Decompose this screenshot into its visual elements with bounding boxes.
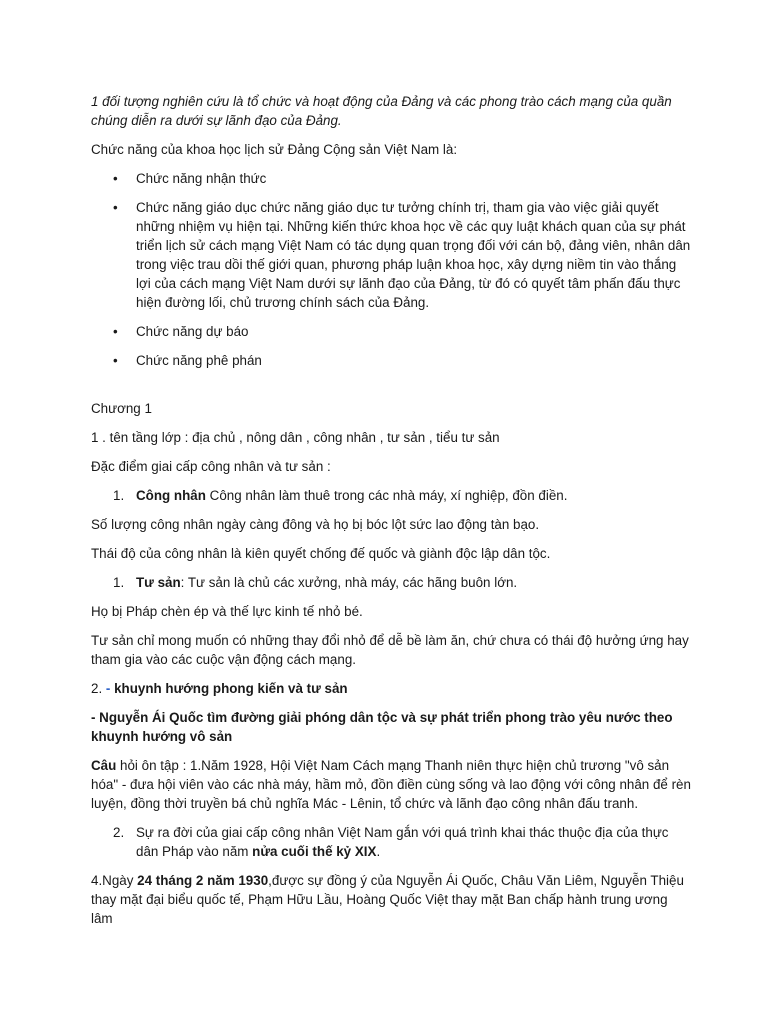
nguyen-heading [91, 708, 691, 746]
section-2-heading [91, 679, 691, 698]
item-number: 1. [113, 488, 125, 503]
section-title: khuynh hướng phong kiến và tư sản [110, 681, 348, 696]
worker-item [91, 486, 691, 505]
bullet-icon: • [113, 353, 118, 368]
item-label: Tư sản [136, 575, 181, 590]
numbered-item-2 [91, 823, 691, 861]
list-item-text: Chức năng nhận thức [136, 171, 267, 186]
review-text: hỏi ôn tập : 1.Năm 1928, Hội Việt Nam Cách mạng Thanh niên thực hiện chủ trương "vô sản hóa" - đưa hội viên vào các nhà máy, hầm mỏ, đồn điền cùng sống và lao động với công nhân để rèn luyện, đồng thời truyền bá chủ nghĩa Mác - Lênin, tổ chức và lãnh đạo công nhân đấu tranh. [91, 758, 691, 811]
item-bold: nửa cuối thế kỷ XIX [252, 844, 377, 859]
list-item [91, 322, 691, 341]
section-number: 2. [91, 681, 106, 696]
list-item-text: Chức năng giáo dục chức năng giáo dục tư tưởng chính trị, tham gia vào việc giải quyết những nhiệm vụ hiện tại. Những kiến thức khoa học về các quy luật khách quan của sự phát triển lịch sử cách mạng Việt Nam có tác dụng quan trọng đối với cán bộ, đảng viên, nhân dân trong việc trau dồi thế giới quan, phương pháp luận khoa học, xây dựng niềm tin vào thắng lợi của cách mạng Việt Nam dưới sự lãnh đạo của Đảng, từ đó có quyết tâm phấn đấu thực hiện đường lối, chủ trương chính sách của Đảng. [136, 200, 691, 310]
document-content [91, 92, 691, 938]
list-item [91, 198, 691, 312]
item-4-prefix: 4.Ngày [91, 873, 138, 888]
nguyen-heading-text: - Nguyễn Ái Quốc tìm đường giải phóng dân tộc và sự phát triển phong trào yêu nước theo khuynh hướng vô sản [91, 710, 673, 744]
review-label: Câu [91, 758, 117, 773]
classes-line: 1 . tên tầng lớp : địa chủ , nông dân , công nhân , tư sản , tiểu tư sản [91, 430, 500, 445]
item-4-paragraph [91, 871, 691, 928]
item-text: Công nhân làm thuê trong các nhà máy, xí nghiệp, đồn điền. [205, 488, 568, 503]
list-item-text: Chức năng dự báo [136, 324, 249, 339]
item-number: 1. [113, 575, 125, 590]
bourgeois-paragraph-2: Tư sản chỉ mong muốn có những thay đổi nhỏ để dễ bề làm ăn, chứ chưa có thái độ hưởng ứng hay tham gia vào các cuộc vận động cách mạng. [91, 633, 689, 667]
traits-heading: Đặc điểm giai cấp công nhân và tư sản : [91, 459, 331, 474]
functions-list [91, 169, 691, 370]
bourgeois-paragraph-1: Họ bị Pháp chèn ép và thế lực kinh tế nhỏ bé. [91, 604, 363, 619]
intro-paragraph: 1 đối tượng nghiên cứu là tổ chức và hoạt động của Đảng và các phong trào cách mạng của quần chúng diễn ra dưới sự lãnh đạo của Đảng. [91, 94, 672, 128]
list-item-text: Chức năng phê phán [136, 353, 262, 368]
list-item [91, 169, 691, 188]
list-item [91, 351, 691, 370]
bullet-icon: • [113, 171, 118, 186]
functions-heading: Chức năng của khoa học lịch sử Đảng Cộng sản Việt Nam là: [91, 142, 458, 157]
bullet-icon: • [113, 200, 118, 215]
item-text-before: Sự ra đời của giai cấp công nhân Việt Nam gắn với quá trình khai thác thuộc địa của thực dân Pháp vào năm [136, 825, 669, 859]
item-number: 2. [113, 825, 125, 840]
spacer [91, 380, 691, 399]
bullet-icon: • [113, 324, 118, 339]
item-4-date: 24 tháng 2 năm 1930 [137, 873, 269, 888]
item-text-after: . [376, 844, 381, 859]
item-text: : Tư sản là chủ các xưởng, nhà máy, các hãng buôn lớn. [180, 575, 518, 590]
worker-paragraph-2: Thái độ của công nhân là kiên quyết chống đế quốc và giành độc lập dân tộc. [91, 546, 551, 561]
bourgeois-item [91, 573, 691, 592]
worker-paragraph-1: Số lượng công nhân ngày càng đông và họ bị bóc lột sức lao động tàn bạo. [91, 517, 540, 532]
section-dash: - [105, 681, 111, 696]
item-label: Công nhân [136, 488, 206, 503]
chapter-title: Chương 1 [91, 401, 152, 416]
item-4-text: ,được sự đồng ý của Nguyễn Ái Quốc, Châu Văn Liêm, Nguyễn Thiệu thay mặt đại biểu quốc tế, Phạm Hữu Lầu, Hoàng Quốc Việt thay mặt Ban chấp hành trung ương lâm [91, 873, 684, 926]
review-paragraph [91, 756, 691, 813]
